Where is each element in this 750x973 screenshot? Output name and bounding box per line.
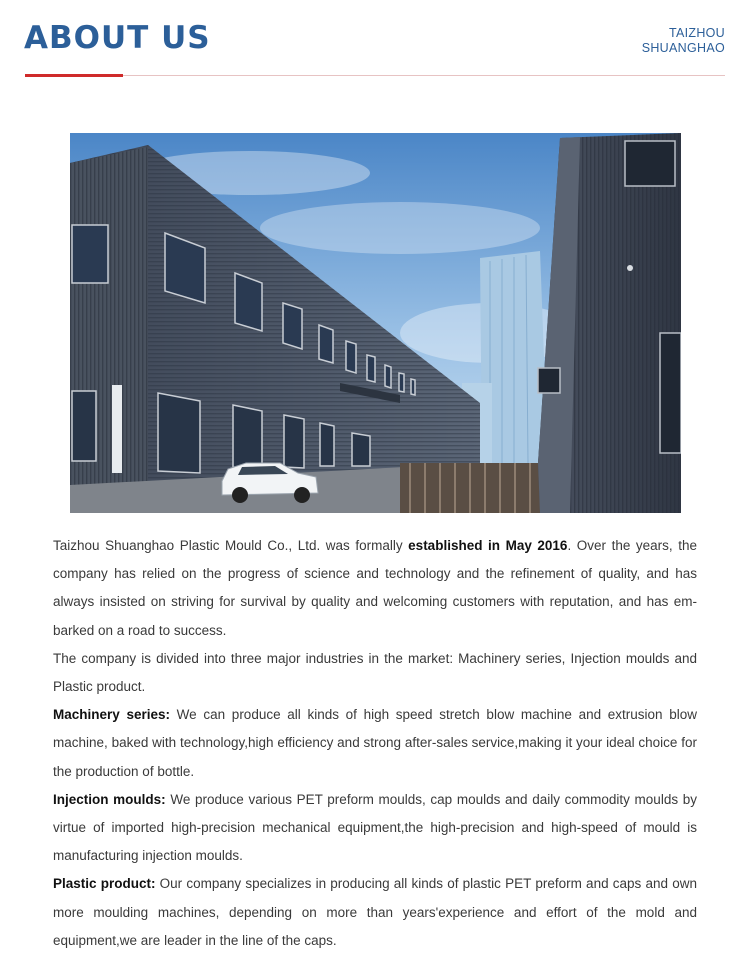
machinery-text: We can produce all kinds of high speed stretch blow machine and extrusion blow machine, baked with technology,high efficiency and strong after-sales service,making it your ideal choice for the production of bottle. (53, 707, 698, 779)
page-header (0, 0, 750, 80)
company-description (53, 532, 697, 955)
brand-line-1: TAIZHOU (668, 26, 725, 40)
injection-paragraph (53, 786, 697, 871)
injection-text: We produce various PET preform moulds, cap moulds and daily commodity moulds by virtue of imported high-precision mechanical equipment,the high-precision and high-speed of mould is manufacturing injection moulds. (53, 791, 697, 864)
header-accent-bar (25, 74, 123, 77)
intro-paragraph (53, 532, 697, 645)
factory-building-image (70, 133, 681, 513)
machinery-paragraph (53, 701, 697, 786)
header-divider (25, 75, 725, 76)
plastic-label: Plastic product: (53, 876, 156, 892)
plastic-paragraph (53, 870, 697, 955)
brand-line-2: SHUANGHAO (641, 41, 725, 55)
intro-text-end: . Over the years, the company has relied on the progress of science and technology and the refinement of quality, and has always insisted on striving for survival by quality and welcoming customers with reputation, and has em-barked on a road to success. (53, 538, 697, 638)
plastic-text: Our company specializes in producing all kinds of plastic PET preform and caps and own more moulding machines, depending on more than years'experience and effort of the mold and equipment,we are leader in the line of the caps. (53, 876, 697, 948)
divisions-paragraph: The company is divided into three major industries in the market: Machinery series, Injection moulds and Plastic product. (53, 650, 697, 695)
machinery-label: Machinery series: (53, 707, 170, 723)
intro-text-start: Taizhou Shuanghao Plastic Mould Co., Ltd. was formally (53, 538, 409, 553)
injection-label: Injection moulds: (53, 791, 166, 807)
brand-name (642, 26, 725, 56)
page-title: ABOUT US (24, 20, 211, 56)
established-date-highlight: established in May 2016 (408, 538, 568, 553)
